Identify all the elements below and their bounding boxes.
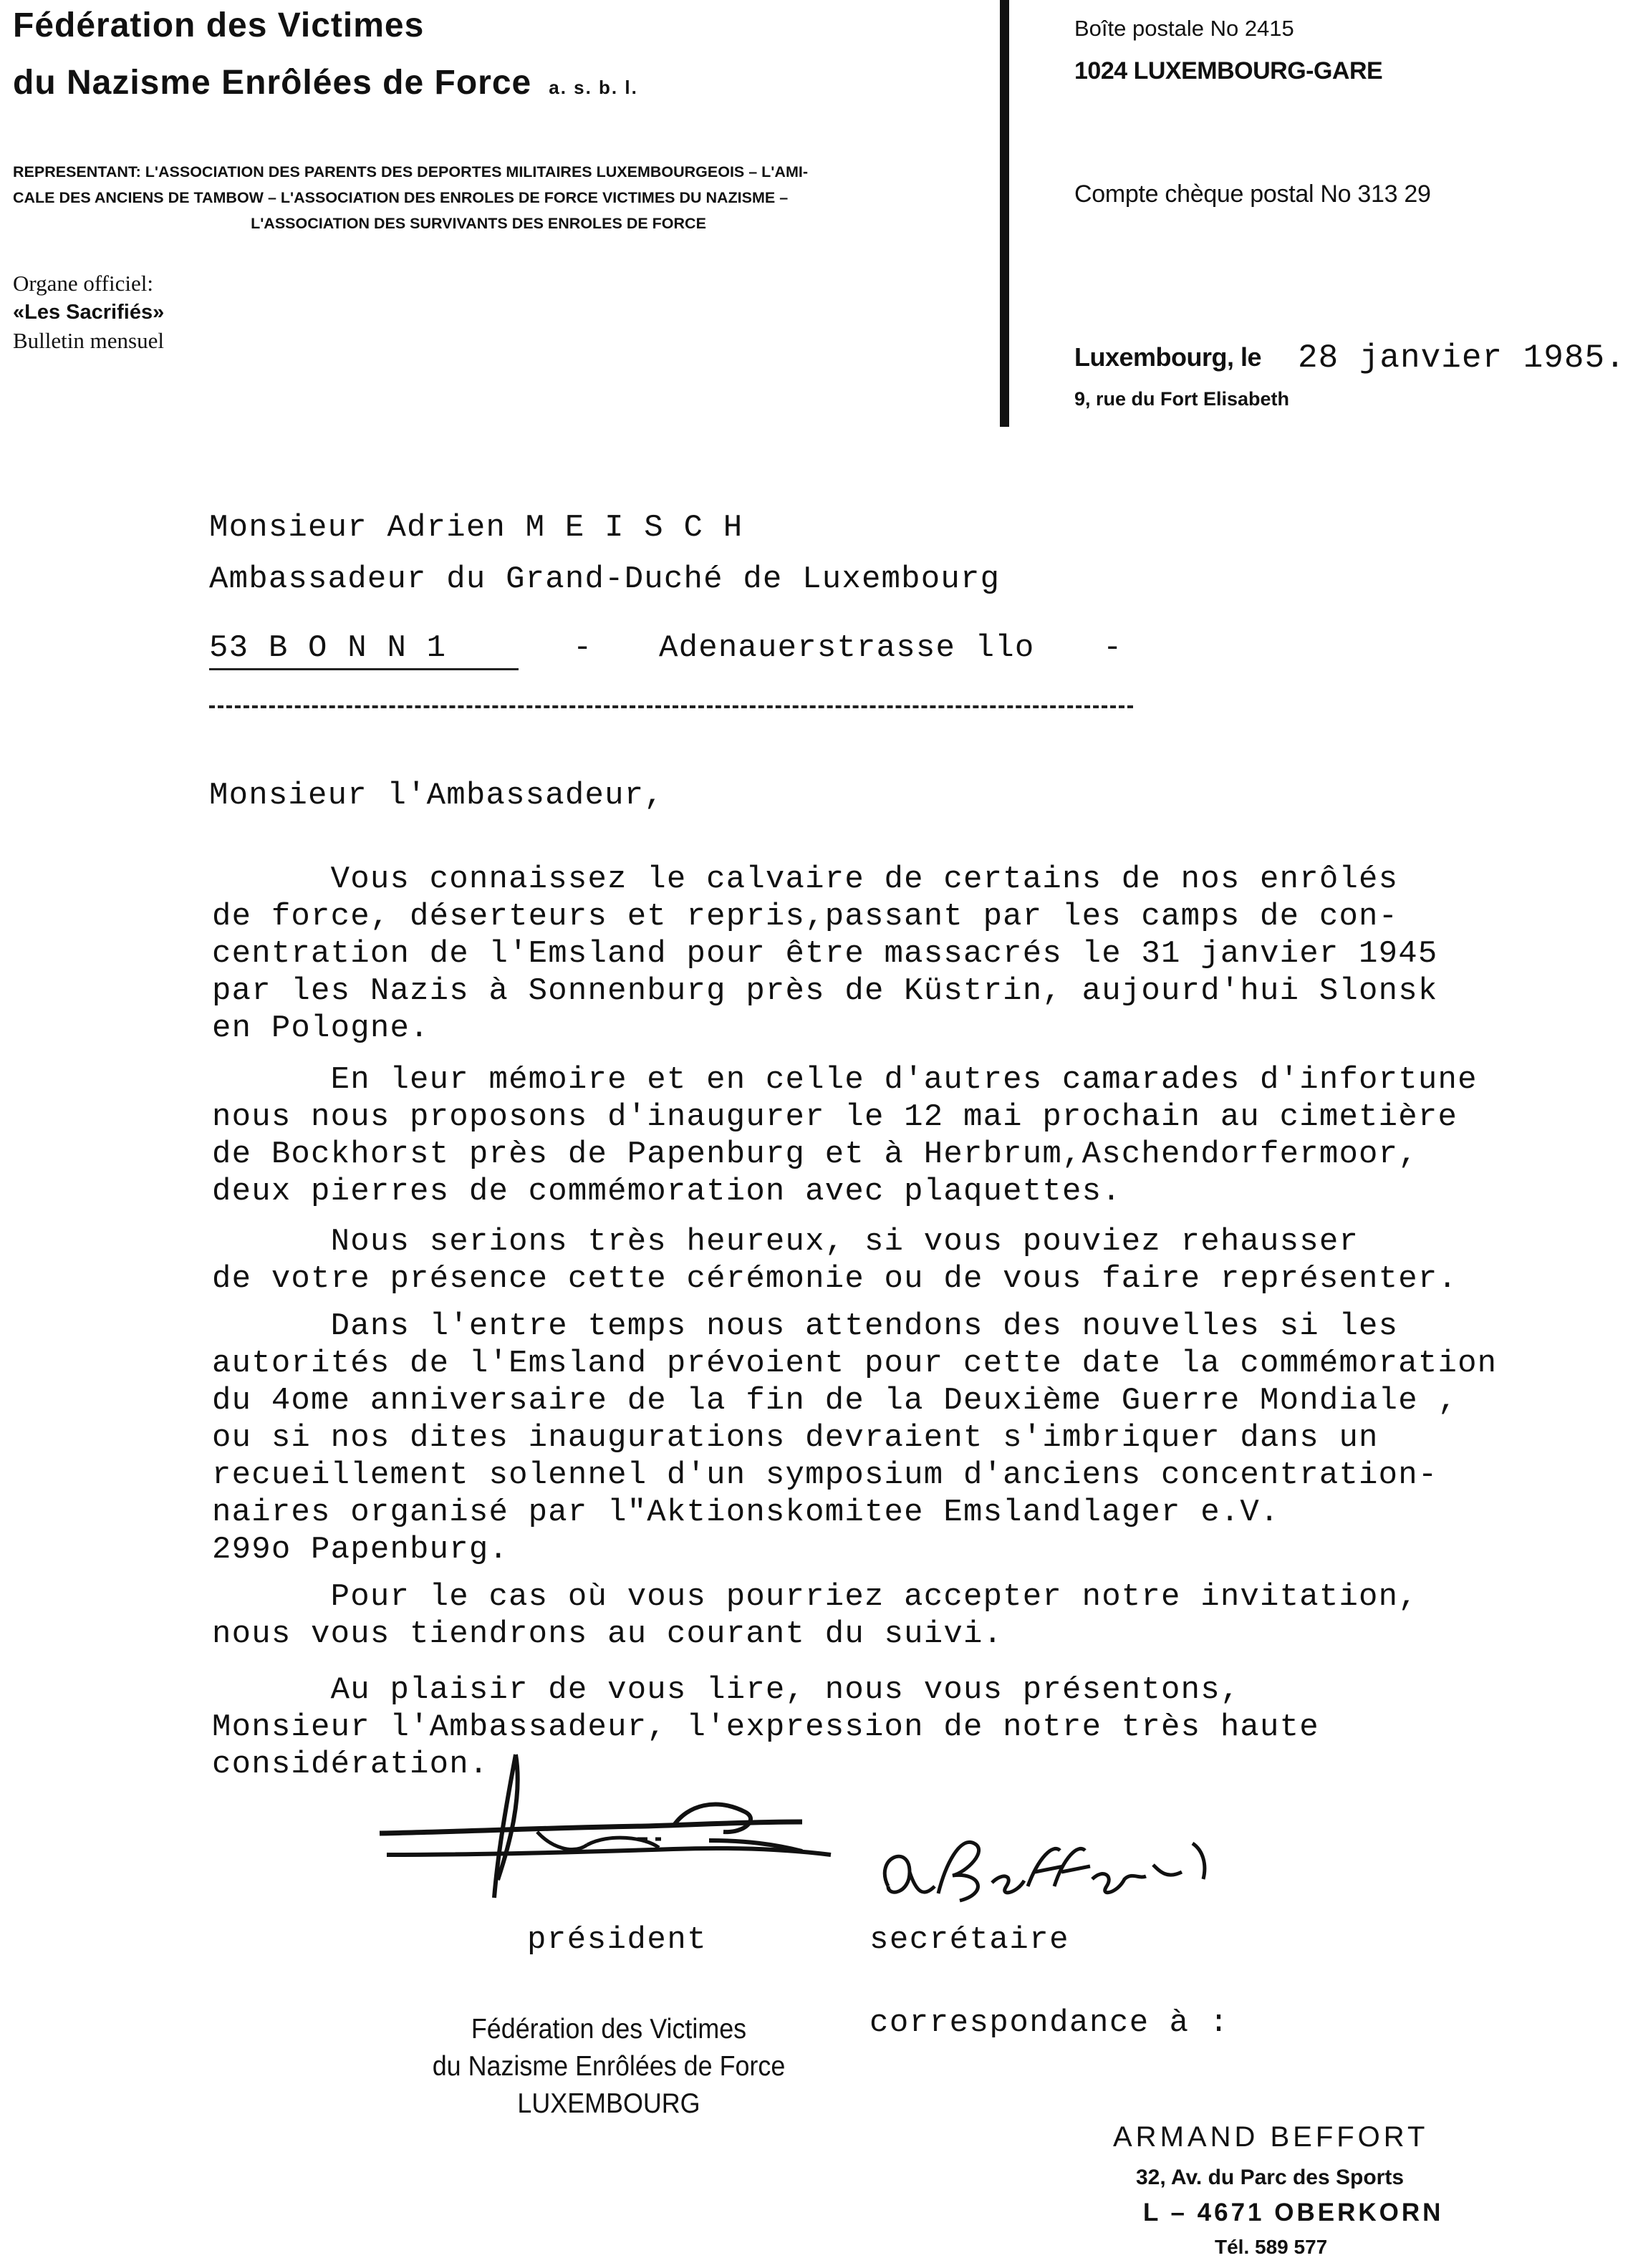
stamp-line: LUXEMBOURG [517, 2088, 700, 2119]
secretary-signature [867, 1829, 1225, 1922]
representant-block [13, 159, 944, 236]
city-underline [209, 668, 519, 670]
correspondent-city: L – 4671 OBERKORN [1143, 2199, 1444, 2226]
correspondent-address: 32, Av. du Parc des Sports [1136, 2166, 1405, 2189]
body-paragraph-2: En leur mémoire et en celle d'autres camarades d'infortune nous nous proposons d'inaugurer le 12 mai prochain au cimetière de Bockhorst près de Papenburg et à Herbrum,Aschendorfermoor, deux pierres de commémoration avec plaquettes. [212, 1062, 1478, 1210]
stamp-line: du Nazisme Enrôlées de Force [432, 2051, 786, 2082]
organization-stamp [398, 2011, 820, 2123]
official-organ-block [13, 269, 164, 355]
representant-line: L'ASSOCIATION DES SURVIVANTS DES ENROLES DE FORCE [251, 215, 706, 232]
recipient-separator: - [573, 630, 593, 666]
recipient-name: Monsieur Adrien M E I S C H [209, 510, 743, 546]
postal-city: 1024 LUXEMBOURG-GARE [1074, 57, 1383, 85]
correspondent-phone: Tél. 589 577 [1215, 2236, 1328, 2258]
stamp-line: Fédération des Victimes [471, 2014, 747, 2045]
letter-date: 28 janvier 1985. [1298, 339, 1626, 377]
street-address: 9, rue du Fort Elisabeth [1074, 388, 1290, 410]
body-paragraph-3: Nous serions très heureux, si vous pouviez rehausser de votre présence cette cérémonie ou de vous faire représenter. [212, 1224, 1458, 1297]
representant-line: REPRESENTANT: L'ASSOCIATION DES PARENTS DES DEPORTES MILITAIRES LUXEMBOURGEOIS – L'AMI- [13, 163, 808, 180]
organization-name-line2-text: du Nazisme Enrôlées de Force [13, 64, 532, 102]
recipient-city: 53 B O N N 1 [209, 630, 447, 666]
body-paragraph-4: Dans l'entre temps nous attendons des nouvelles si les autorités de l'Emsland prévoient pour cette date la commémoration du 4ome anniversaire de la fin de la Deuxième Guerre Mondiale , ou si nos dites inaugurations devraient s'imbriquer dans un recueillement solennel d'un symposium d'anciens concentration- naires organisé par l"Aktionskomitee Emslandlager e.V. 299o Papenburg. [212, 1308, 1498, 1568]
recipient-separator-end: - [1103, 630, 1123, 666]
organe-title: «Les Sacrifiés» [13, 301, 165, 324]
representant-line: CALE DES ANCIENS DE TAMBOW – L'ASSOCIATION DES ENROLES DE FORCE VICTIMES DU NAZISME – [13, 189, 789, 206]
postal-account: Compte chèque postal No 313 29 [1074, 180, 1431, 208]
correspondence-label: correspondance à : [870, 2005, 1230, 2041]
secretary-label: secrétaire [870, 1922, 1070, 1958]
postal-box: Boîte postale No 2415 [1074, 16, 1294, 41]
president-label: président [527, 1922, 708, 1958]
address-rule [209, 705, 1133, 708]
organization-name-line2 [13, 63, 638, 102]
organe-label: Organe officiel: [13, 271, 153, 296]
recipient-street: Adenauerstrasse llo [659, 630, 1035, 666]
body-paragraph-6: Au plaisir de vous lire, nous vous présentons, Monsieur l'Ambassadeur, l'expression de notre très haute considération. [212, 1672, 1319, 1782]
salutation: Monsieur l'Ambassadeur, [209, 778, 664, 814]
organe-subtitle: Bulletin mensuel [13, 328, 164, 353]
organization-legal-form: a. s. b. l. [549, 77, 638, 98]
date-label: Luxembourg, le [1074, 342, 1262, 372]
correspondent-name: ARMAND BEFFORT [1113, 2121, 1429, 2153]
organization-name-line1: Fédération des Victimes [13, 6, 425, 44]
recipient-title: Ambassadeur du Grand-Duché de Luxembourg [209, 561, 1001, 597]
president-signature [372, 1747, 838, 1905]
body-paragraph-1: Vous connaissez le calvaire de certains de nos enrôlés de force, déserteurs et repris,passant par les camps de con- centration de l'Emsland pour être massacrés le 31 janvier 1945 par les Nazis à Sonnenburg près de Küstrin, aujourd'hui Slonsk en Pologne. [212, 862, 1438, 1046]
letterhead-divider [1000, 0, 1009, 427]
body-paragraph-5: Pour le cas où vous pourriez accepter notre invitation, nous vous tiendrons au courant du suivi. [212, 1579, 1418, 1652]
